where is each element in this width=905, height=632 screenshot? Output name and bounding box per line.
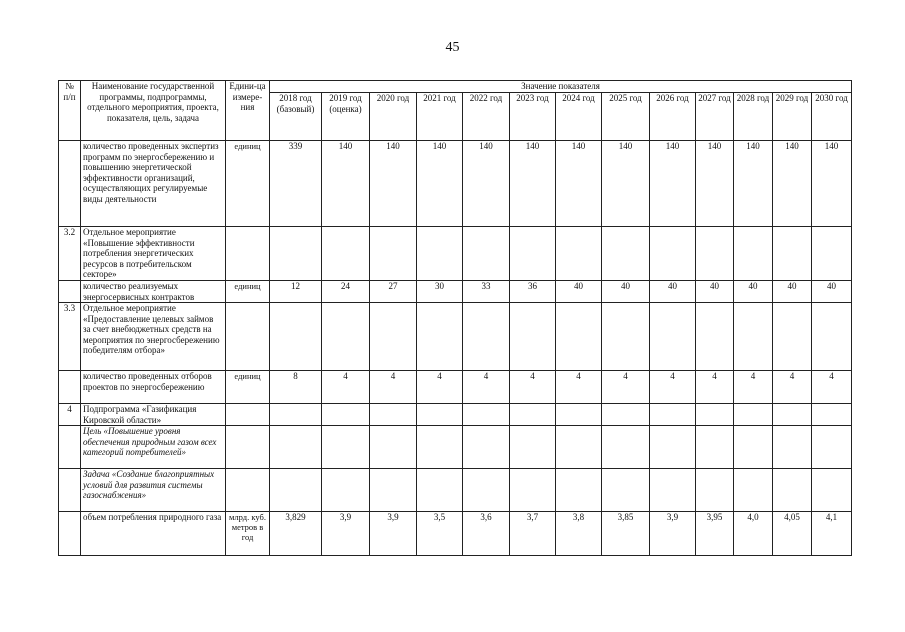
row-value: [270, 303, 322, 371]
row-value: 140: [417, 141, 463, 227]
row-value: [556, 227, 602, 281]
row-value: [773, 469, 812, 512]
row-number: [59, 512, 81, 556]
row-value: [696, 227, 734, 281]
row-value: [556, 404, 602, 426]
row-value: [370, 426, 417, 469]
row-value: [322, 227, 370, 281]
row-value: 4: [734, 371, 773, 404]
row-value: 3,7: [510, 512, 556, 556]
row-name: Цель «Повышение уровня обеспечения природным газом всех категорий потребителей»: [81, 426, 226, 469]
row-value: [696, 426, 734, 469]
header-year: 2019 год (оценка): [322, 93, 370, 141]
row-value: [463, 404, 510, 426]
row-value: [773, 227, 812, 281]
row-value: [322, 469, 370, 512]
row-value: [510, 227, 556, 281]
row-value: 140: [370, 141, 417, 227]
row-value: 4,0: [734, 512, 773, 556]
row-unit: единиц: [226, 281, 270, 303]
row-value: [270, 404, 322, 426]
row-value: 140: [696, 141, 734, 227]
table-row: [59, 141, 852, 227]
header-year: 2028 год: [734, 93, 773, 141]
row-value: [734, 227, 773, 281]
row-value: [812, 227, 852, 281]
header-name: Наименование государственной программы, подпрограммы, отдельного мероприятия, проекта, показателя, цель, задача: [81, 81, 226, 141]
row-name: Задача «Создание благоприятных условий для развития системы газоснабжения»: [81, 469, 226, 512]
row-value: [510, 404, 556, 426]
row-value: [270, 426, 322, 469]
header-year: 2029 год: [773, 93, 812, 141]
row-value: 33: [463, 281, 510, 303]
row-unit: [226, 426, 270, 469]
row-value: 3,9: [322, 512, 370, 556]
row-unit: [226, 404, 270, 426]
table-row: [59, 426, 852, 469]
row-value: [270, 227, 322, 281]
row-value: [734, 404, 773, 426]
row-value: 4: [370, 371, 417, 404]
row-value: [556, 426, 602, 469]
row-value: 40: [734, 281, 773, 303]
row-value: [417, 303, 463, 371]
header-year: 2030 год: [812, 93, 852, 141]
row-value: [602, 303, 650, 371]
row-value: [556, 469, 602, 512]
row-value: 4: [417, 371, 463, 404]
row-value: [650, 404, 696, 426]
row-value: [370, 303, 417, 371]
row-value: [650, 303, 696, 371]
row-value: 40: [812, 281, 852, 303]
row-value: [650, 227, 696, 281]
row-number: [59, 371, 81, 404]
row-value: 140: [556, 141, 602, 227]
row-value: 140: [734, 141, 773, 227]
row-value: 4: [812, 371, 852, 404]
row-value: 36: [510, 281, 556, 303]
header-year: 2026 год: [650, 93, 696, 141]
row-value: [650, 426, 696, 469]
page-number: 45: [445, 40, 460, 55]
row-value: 27: [370, 281, 417, 303]
row-value: [322, 404, 370, 426]
row-value: 40: [773, 281, 812, 303]
row-name: количество реализуемых энергосервисных контрактов: [81, 281, 226, 303]
row-value: [370, 469, 417, 512]
row-value: [463, 227, 510, 281]
row-value: [510, 469, 556, 512]
row-unit: [226, 469, 270, 512]
header-year: 2018 год (базовый): [270, 93, 322, 141]
table-row: [59, 227, 852, 281]
row-value: [463, 303, 510, 371]
row-number: 3.2: [59, 227, 81, 281]
row-value: [322, 426, 370, 469]
row-value: [463, 469, 510, 512]
row-value: 24: [322, 281, 370, 303]
row-value: [812, 469, 852, 512]
row-value: 4: [602, 371, 650, 404]
row-value: 339: [270, 141, 322, 227]
header-year: 2022 год: [463, 93, 510, 141]
row-value: 40: [650, 281, 696, 303]
row-value: [734, 426, 773, 469]
row-value: 3,95: [696, 512, 734, 556]
row-value: 30: [417, 281, 463, 303]
row-value: 4: [463, 371, 510, 404]
header-year: 2021 год: [417, 93, 463, 141]
row-value: [417, 404, 463, 426]
row-value: [773, 404, 812, 426]
row-name: количество проведенных отборов проектов по энергосбережению: [81, 371, 226, 404]
row-value: 40: [602, 281, 650, 303]
row-value: 140: [463, 141, 510, 227]
row-number: 3.3: [59, 303, 81, 371]
row-number: [59, 141, 81, 227]
row-value: [696, 469, 734, 512]
row-value: 8: [270, 371, 322, 404]
row-value: [556, 303, 602, 371]
row-unit: [226, 303, 270, 371]
row-value: [510, 426, 556, 469]
table-row: [59, 371, 852, 404]
header-year: 2020 год: [370, 93, 417, 141]
row-value: [370, 404, 417, 426]
row-value: [417, 227, 463, 281]
row-value: 3,5: [417, 512, 463, 556]
row-unit: единиц: [226, 371, 270, 404]
row-name: объем потребления природного газа: [81, 512, 226, 556]
row-value: [812, 404, 852, 426]
row-value: 4,1: [812, 512, 852, 556]
header-year: 2025 год: [602, 93, 650, 141]
row-value: 4: [650, 371, 696, 404]
row-value: 140: [322, 141, 370, 227]
row-value: 140: [650, 141, 696, 227]
row-value: 4: [510, 371, 556, 404]
row-unit: [226, 227, 270, 281]
row-value: 4: [696, 371, 734, 404]
row-value: 3,8: [556, 512, 602, 556]
header-unit: Едини-ца измере-ния: [226, 81, 270, 141]
row-value: [734, 469, 773, 512]
table-row: [59, 469, 852, 512]
row-value: 140: [773, 141, 812, 227]
row-value: 3,6: [463, 512, 510, 556]
row-value: 3,829: [270, 512, 322, 556]
table-body: [59, 141, 852, 556]
row-name: Отдельное мероприятие «Повышение эффективности потребления энергетических ресурсов в потребительском секторе»: [81, 227, 226, 281]
row-value: 140: [510, 141, 556, 227]
row-value: 3,9: [650, 512, 696, 556]
row-value: 12: [270, 281, 322, 303]
table-row: [59, 404, 852, 426]
row-value: 40: [556, 281, 602, 303]
table-row: [59, 281, 852, 303]
row-value: 40: [696, 281, 734, 303]
row-number: 4: [59, 404, 81, 426]
row-value: 4: [556, 371, 602, 404]
row-value: 3,9: [370, 512, 417, 556]
row-value: [602, 404, 650, 426]
header-year: 2023 год: [510, 93, 556, 141]
row-value: [773, 303, 812, 371]
header-year: 2024 год: [556, 93, 602, 141]
table-row: [59, 512, 852, 556]
row-value: [602, 469, 650, 512]
row-value: [650, 469, 696, 512]
row-unit: млрд. куб. метров в год: [226, 512, 270, 556]
row-value: [696, 303, 734, 371]
row-value: 140: [812, 141, 852, 227]
row-value: 4,05: [773, 512, 812, 556]
row-number: [59, 426, 81, 469]
row-name: количество проведенных экспертиз программ по энергосбережению и повышению энергетической эффективности организаций, осуществляющих регулируемые виды деятельности: [81, 141, 226, 227]
row-value: 3,85: [602, 512, 650, 556]
row-name: Подпрограмма «Газификация Кировской области»: [81, 404, 226, 426]
row-value: [417, 426, 463, 469]
row-value: [370, 227, 417, 281]
row-value: [463, 426, 510, 469]
row-value: [270, 469, 322, 512]
row-number: [59, 469, 81, 512]
indicator-table: [58, 80, 852, 556]
row-value: 140: [602, 141, 650, 227]
row-value: [812, 303, 852, 371]
header-year: 2027 год: [696, 93, 734, 141]
row-name: Отдельное мероприятие «Предоставление целевых займов за счет внебюджетных средств на мероприятия по энергосбережению победителям отбора»: [81, 303, 226, 371]
row-number: [59, 281, 81, 303]
row-value: 4: [322, 371, 370, 404]
row-value: [773, 426, 812, 469]
row-value: [510, 303, 556, 371]
row-value: 4: [773, 371, 812, 404]
header-num: № п/п: [59, 81, 81, 141]
header-values-group: Значение показателя: [270, 81, 852, 93]
row-value: [734, 303, 773, 371]
row-value: [322, 303, 370, 371]
row-value: [602, 227, 650, 281]
table-row: [59, 303, 852, 371]
row-value: [696, 404, 734, 426]
row-value: [812, 426, 852, 469]
row-value: [417, 469, 463, 512]
row-unit: единиц: [226, 141, 270, 227]
row-value: [602, 426, 650, 469]
